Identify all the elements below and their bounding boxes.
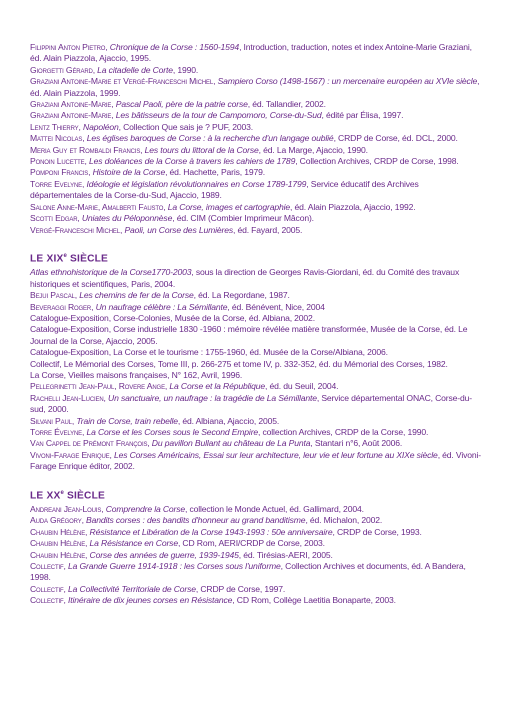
entry-rest: , Collection Archives et documents, éd. A Bandera, 1998. [30, 561, 466, 583]
entry-author: Graziani Antoine-Marie, [30, 99, 116, 110]
entry-author: Graziani Antoine-Marie, [30, 110, 116, 121]
bibliography-entry [30, 145, 481, 156]
entry-title: Les tours du littoral de la Corse [144, 144, 259, 155]
entry-rest: , éd. Michalon, 2002. [305, 515, 383, 526]
entry-title: La Corse, images et cartographie [167, 201, 291, 212]
entry-title: Bandits corses : des bandits d'honneur au grand banditisme [86, 515, 306, 526]
entry-author: Chaubin Hélène, [30, 526, 90, 537]
entry-author: Bejui Pascal, [30, 290, 80, 301]
bibliography-entry [30, 370, 481, 381]
entry-rest: , Collection Que sais je ? PUF, 2003. [118, 121, 254, 132]
bibliography-entry [30, 595, 481, 606]
entry-title: Idéologie et législation révolutionnaires en Corse 1789-1799 [86, 178, 307, 189]
entry-rest: , éd. Fayard, 2005. [232, 224, 303, 235]
entry-title: Les églises baroques de Corse : à la recherche d'un langage oublié [86, 133, 334, 144]
bibliography-entry [30, 515, 481, 526]
entry-title: Les doléances de la Corse à travers les cahiers de 1789 [88, 156, 296, 167]
entry-author: Collectif, [30, 595, 69, 606]
section-general [30, 42, 481, 236]
entry-author: Beveraggi Roger, [30, 301, 96, 312]
entry-author: Meria Guy et Rombaldi Francis, [30, 144, 145, 155]
entry-author: Rachelli Jean-Lucien, [30, 392, 109, 403]
entry-rest: , éd. Vivoni-Farage Enrique éditor, 2002. [30, 449, 481, 472]
entry-author: Ponoin Lucette, [30, 156, 89, 167]
entry-rest: , éd. Alain Piazzola, 1999. [30, 76, 480, 98]
bibliography-entry [30, 302, 481, 313]
bibliography-entry [30, 110, 481, 121]
entry-rest: , éd. Tallandier, 2002. [247, 99, 326, 110]
entry-title: Comprendre la Corse [105, 504, 186, 514]
bibliography-entry [30, 225, 481, 236]
section-xix-century [30, 250, 481, 473]
entry-author: Scotti Edgar, [30, 213, 82, 224]
entry-rest: , collection Archives, CRDP de la Corse, 1990. [258, 426, 429, 437]
bibliography-entry [30, 504, 481, 515]
entry-list [30, 42, 481, 236]
bibliography-entry [30, 99, 481, 110]
entry-rest: , éd. Bénévent, Nice, 2004 [227, 301, 325, 312]
entry-rest: , sous la direction de Georges Ravis-Giordani, éd. du Comité des travaux historiques et scientifiques, Paris, 2004. [30, 267, 460, 289]
entry-rest: , éd. La Marge, Ajaccio, 1990. [258, 144, 368, 155]
bibliography-entry [30, 42, 481, 65]
entry-rest: , 1990. [172, 64, 199, 75]
entry-title: Atlas ethnohistorique de la Corse1770-2003 [30, 267, 192, 278]
section-xx-century [30, 487, 481, 607]
entry-title: La Corse et la République [169, 381, 266, 392]
entry-rest: , CRDP de Corse, éd. DCL, 2000. [333, 133, 458, 144]
entry-title: Chronique de la Corse : 1560-1594 [109, 42, 240, 52]
bibliography-entry [30, 76, 481, 99]
bibliography-entry [30, 313, 481, 324]
bibliography-entry [30, 65, 481, 76]
entry-title: Napoléon [83, 121, 119, 132]
section-title: LE XIXe SIÈCLE [30, 252, 109, 265]
entry-rest: , Collection Archives, CRDP de Corse, 1998. [295, 156, 459, 167]
entry-title: Un naufrage célèbre : La Sémillante [95, 301, 228, 312]
entry-rest: , CD Rom, AERI/CRDP de Corse, 2003. [177, 538, 325, 549]
entry-rest: Catalogue-Exposition, Corse-Colonies, Musée de la Corse, éd. Albiana, 2002. [30, 312, 315, 323]
entry-author: Silvani Paul, [30, 415, 77, 426]
bibliography-entry [30, 267, 481, 290]
bibliography-entry [30, 416, 481, 427]
entry-rest: , CD Rom, Collège Laetitia Bonaparte, 2003. [232, 595, 396, 606]
bibliography-entry [30, 427, 481, 438]
entry-title: Histoire de la Corse [92, 167, 166, 178]
entry-rest: , CRDP de Corse, 1993. [332, 526, 422, 537]
entry-title: La Résistance en Corse [89, 538, 178, 549]
entry-author: Mattei Nicolas, [30, 133, 87, 144]
entry-author: Lentz Thierry, [30, 121, 84, 132]
entry-title: La Corse et les Corses sous le Second Empire [86, 426, 259, 437]
entry-title: Pascal Paoli, père de la patrie corse [115, 99, 248, 110]
entry-rest: , Service départemental ONAC, Corse-du-sud, 2000. [30, 392, 472, 415]
entry-title: Les Corses Américains, Essai sur leur architecture, leur vie et leur fortune au XIXe siècle [113, 449, 438, 460]
bibliography-entry [30, 202, 481, 213]
entry-title: La Grande Guerre 1914-1918 : les Corses sous l'uniforme [68, 561, 281, 572]
bibliography-entry [30, 359, 481, 370]
bibliography-entry [30, 213, 481, 224]
entry-author: Salone Anne-Marie, Amalberti Fausto, [30, 201, 168, 212]
bibliography-entry [30, 324, 481, 347]
entry-rest: , éd. du Seuil, 2004. [265, 381, 339, 392]
entry-author: Auda Grégory, [30, 515, 87, 526]
bibliography-entry [30, 538, 481, 549]
entry-title: Itinéraire de dix jeunes corses en Résistance [68, 595, 233, 606]
entry-rest: , éd. Hachette, Paris, 1979. [165, 167, 266, 178]
entry-title: Les bâtisseurs de la tour de Campomoro, Corse-du-Sud [115, 110, 322, 121]
entry-rest: Catalogue-Exposition, Corse industrielle 1830 -1960 : mémoire révélée matière transformée, Musée de la Corse, éd. Le Journal de la Corse, Ajaccio, 2005. [30, 324, 468, 346]
bibliography-entry [30, 133, 481, 144]
entry-author: Chaubin Hélène, [30, 549, 90, 560]
bibliography-entry [30, 167, 481, 178]
bibliography-entry [30, 156, 481, 167]
entry-author: Chaubin Hélène, [30, 538, 90, 549]
bibliography-entry [30, 584, 481, 595]
entry-author: Andreani Jean-Louis, [30, 504, 106, 514]
entry-rest: , édité par Élisa, 1997. [321, 110, 404, 121]
bibliography-entry [30, 561, 481, 584]
entry-title: Résistance et Libération de la Corse 1943-1993 : 50e anniversaire [89, 526, 333, 537]
entry-author: Filippini Anton Pietro, [30, 42, 110, 52]
entry-rest: , éd. Tirésias-AERI, 2005. [238, 549, 333, 560]
entry-list [30, 504, 481, 607]
entry-title: Corse des années de guerre, 1939-1945 [89, 549, 239, 560]
entry-author: Graziani Antoine-Marie et Vergé-Franceschi Michel, [30, 76, 218, 87]
entry-rest: , éd. Albiana, Ajaccio, 2005. [177, 415, 280, 426]
entry-rest: , éd. CIM (Combier Imprimeur Mâcon). [172, 213, 314, 224]
entry-rest: , CRDP de Corse, 1997. [195, 583, 286, 594]
bibliography-entry [30, 393, 481, 416]
bibliography-entry [30, 438, 481, 449]
entry-title: La Collectivité Territoriale de Corse [68, 583, 196, 594]
entry-author: Collectif, [30, 561, 69, 572]
bibliography-entry [30, 347, 481, 358]
entry-title: Du pavillon Bullant au château de La Punta [151, 438, 311, 449]
entry-rest: , éd. La Regordane, 1987. [193, 290, 290, 301]
entry-author: Collectif, [30, 583, 69, 594]
section-title: LE XXe SIÈCLE [30, 489, 106, 501]
entry-author: Giorgetti Gérard, [30, 64, 98, 75]
entry-rest: , collection le Monde Actuel, éd. Gallimard, 2004. [185, 504, 364, 514]
entry-title: Les chemins de fer de la Corse [79, 290, 194, 301]
entry-title: Sampiero Corso (1498-1567) : un mercenaire européen au XVIe siècle [217, 76, 478, 87]
entry-rest: , Stantari n°6, Août 2006. [310, 438, 403, 449]
entry-rest: La Corse, Vieilles maisons françaises, N° 162, Avril, 1996. [30, 369, 243, 380]
bibliography-entry [30, 290, 481, 301]
bibliography-entry [30, 450, 481, 473]
entry-rest: , éd. Alain Piazzola, Ajaccio, 1992. [290, 201, 416, 212]
bibliography-entry [30, 381, 481, 392]
entry-author: Torre Evelyne, [30, 178, 87, 189]
entry-title: Train de Corse, train rebelle [76, 415, 178, 426]
entry-author: Vergé-Franceschi Michel, [30, 224, 125, 235]
entry-author: Pellegrinetti Jean-Paul, Rovere Ange, [30, 381, 170, 392]
entry-list [30, 267, 481, 472]
entry-title: Uniates du Péloponnèse [81, 213, 173, 224]
entry-rest: Catalogue-Exposition, La Corse et le tourisme : 1755-1960, éd. Musée de la Corse/Albiana, 2006. [30, 347, 388, 358]
entry-title: Un sanctuaire, un naufrage : la tragédie de La Sémillante [108, 392, 317, 403]
entry-author: Van Cappel de Prémont François, [30, 438, 152, 449]
entry-rest: , Service éducatif des Archives départementales de la Corse-du-Sud, Ajaccio, 1989. [30, 178, 419, 201]
entry-author: Vivoni-Farage Enrique, [30, 449, 114, 460]
entry-rest: Collectif, Le Mémorial des Corses, Tome III, p. 266-275 et tome IV, p. 332-352, éd. du Mémorial des Corses, 1982. [30, 358, 448, 369]
entry-rest: , Introduction, traduction, notes et index Antoine-Marie Graziani, éd. Alain Piazzola, Ajaccio, 1995. [30, 42, 472, 64]
entry-title: Paoli, un Corse des Lumières [124, 224, 233, 235]
entry-author: Torre Évelyne, [30, 426, 87, 437]
bibliography-entry [30, 527, 481, 538]
entry-title: La citadelle de Corte [97, 64, 173, 75]
entry-author: Pomponi Francis, [30, 167, 93, 178]
bibliography-entry [30, 550, 481, 561]
bibliography-entry [30, 179, 481, 202]
bibliography-entry [30, 122, 481, 133]
